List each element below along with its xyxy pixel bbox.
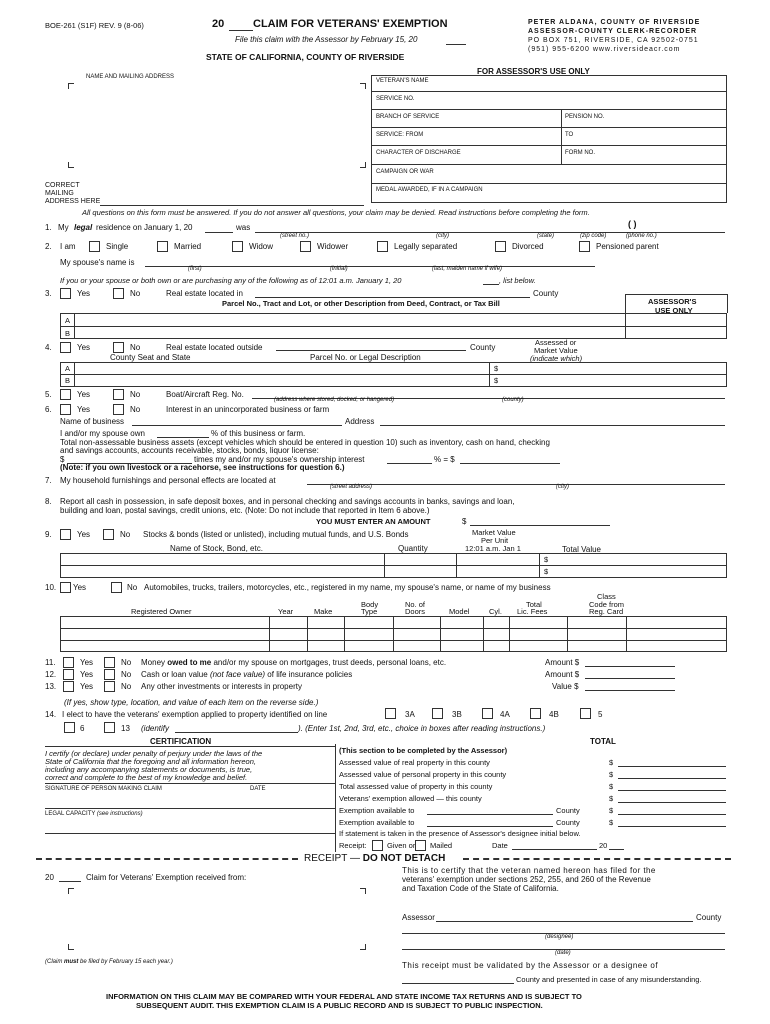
q14-enter: ). (Enter 1st, 2nd, 3rd, etc., choice in boxes after reading instructions.) [298,724,546,733]
q4-text: Real estate located outside [166,343,263,352]
q14-5-label: 5 [598,710,603,719]
q14-4b-box[interactable] [530,708,541,719]
assessor-use-heading: FOR ASSESSOR'S USE ONLY [477,67,590,76]
assessor-only-2: USE ONLY [655,306,693,315]
receipt-corner-tr [360,888,366,894]
cert-date-label: DATE [250,786,266,792]
q1-phone-paren: ( ) [628,219,637,229]
q4-yes-label: Yes [77,343,91,352]
service-to-field: TO [565,132,574,138]
certification-heading: CERTIFICATION [150,737,212,746]
cert-text-3: including any accompanying statements or documents, is true, [45,765,253,774]
receipt-cert-3: and Taxation Code of the State of California. [402,884,559,893]
q1-residence: residence on January 1, 20 [96,223,193,232]
q14-text: I elect to have the veterans' exemption applied to property identified on line [62,710,328,719]
q3-no-label: No [130,289,141,298]
business-address-line[interactable] [380,425,725,426]
parcel-header: Parcel No., Tract and Lot, or other Description from Deed, Contract, or Tax Bill [222,299,500,308]
q5-number: 5. [45,390,52,399]
col-model: Model [449,607,470,616]
service-from-field: SERVICE: FROM [376,132,424,138]
service-no-field: SERVICE NO. [376,96,415,102]
q14-6-box[interactable] [64,722,75,733]
q13-yes-label: Yes [80,682,94,691]
q13-text: Any other investments or interests in property [141,682,302,691]
q12-yes-label: Yes [80,670,94,679]
cert-text-1: I certify (or declare) under penalty of perjury under the laws of the [45,749,263,758]
q12-amount-line[interactable] [585,678,675,679]
col-owner: Registered Owner [131,607,192,616]
pensioned-parent-checkbox[interactable] [579,241,590,252]
col-doors-2: Doors [405,607,426,616]
single-label: Single [106,242,129,251]
q13-no-checkbox[interactable] [104,681,115,692]
q11-yes-label: Yes [80,658,94,667]
q6-yes-checkbox[interactable] [60,404,71,415]
business-address-label: Address [345,417,375,426]
col-body-2: Type [361,607,378,616]
q11-number: 11. [45,658,56,667]
q13-note: (If yes, show type, location, and value of each item on the reverse side.) [64,698,319,707]
receipt-heading: RECEIPT — DO NOT DETACH [304,853,446,864]
q5-sub-county: (county) [502,397,524,403]
q2-number: 2. [45,242,52,251]
q5-no-checkbox[interactable] [113,389,124,400]
q4-row-a: A [65,364,71,373]
q4-county-label: County [470,343,496,352]
exemption-available-1: Exemption available to [339,806,415,815]
state-county: STATE OF CALIFORNIA, COUNTY OF RIVERSIDE [206,52,405,62]
receipt-designee: (designee) [545,934,574,940]
q4-county-line[interactable] [276,350,466,351]
receipt-corner-br [360,944,366,950]
assessor-only-1: ASSESSOR'S [648,297,697,306]
name-address-label: NAME AND MAILING ADDRESS [86,74,175,80]
q9-dollar-2: $ [544,567,549,576]
q1-sub-city: (city) [436,233,449,239]
q4-assessed-3: (indicate which) [530,354,583,363]
q12-yes-checkbox[interactable] [63,669,74,680]
savings-line: and savings accounts, accounts receivable, stocks, bonds, liquor license: [60,446,319,455]
office-address: PO BOX 751, RIVERSIDE, CA 92502-0751 [528,37,699,44]
mailed-checkbox[interactable] [415,840,426,851]
q3-county-line[interactable] [255,297,530,298]
receipt-left-20: 20 [45,873,54,882]
q3-yes-checkbox[interactable] [60,288,71,299]
q3-no-checkbox[interactable] [113,288,124,299]
q12-number: 12. [45,670,57,679]
q11-yes-checkbox[interactable] [63,657,74,668]
receipt-county: County [696,913,722,922]
q11-amount-line[interactable] [585,666,675,667]
spouse-sub-initial: (initial) [330,266,348,272]
correct-label-2: MAILING [45,190,74,197]
receipt-corner-tl [68,888,74,894]
interest-percent-line[interactable] [387,463,432,464]
market-value-3: 12:01 a.m. Jan 1 [465,544,521,553]
quantity-col: Quantity [398,544,428,553]
separated-checkbox[interactable] [377,241,388,252]
q12-text: Cash or loan value (not face value) of life insurance policies [141,670,353,679]
q1-sub-state: (state) [537,233,555,239]
q14-13-label: 13 [121,724,130,733]
q4-assessed-2: Market Value [534,346,578,355]
q5-sub-address: (address where stored, docked, or hangered) [274,397,395,403]
exemption-allowed: Veterans' exemption allowed — this county [339,794,482,803]
q1-sub-phone: (phone no.) [626,233,657,239]
q7-sub-city: (city) [556,484,569,490]
q4-assessed-1: Assessed or [535,338,577,347]
purchasing-text: If you or your spouse or both own or are purchasing any of the following as of 12:01 a.m. January 1, 20 [60,276,402,285]
instructions: All questions on this form must be answered. If you do not answer all questions, your claim may be denied. Read instructions before completing the form. [82,208,590,217]
q14-13-box[interactable] [104,722,115,733]
q12-no-checkbox[interactable] [104,669,115,680]
q13-value: Value $ [552,682,579,691]
q14-3b-box[interactable] [432,708,443,719]
business-name-label: Name of business [60,417,125,426]
file-by-text: File this claim with the Assessor by February 15, 20 [235,35,418,44]
q14-3a-box[interactable] [385,708,396,719]
file-by-year-line[interactable] [446,44,466,45]
exemption-county-line-1[interactable] [427,814,553,815]
q3-number: 3. [45,289,52,298]
q1-number: 1. [45,223,52,232]
q12-no-label: No [121,670,132,679]
married-checkbox[interactable] [157,241,168,252]
q14-5-box[interactable] [580,708,591,719]
col-fees-2: Lic. Fees [517,607,548,616]
q14-6-label: 6 [80,724,85,733]
q8-dollar: $ [462,517,467,526]
q1-legal: legal [74,223,93,232]
q5-yes-checkbox[interactable] [60,389,71,400]
address-corner-br [360,162,366,168]
form-id: BOE-261 (S1F) REV. 9 (8-06) [45,21,144,30]
total-dollar-1: $ [609,758,614,767]
receipt-county-line[interactable] [402,983,514,984]
q13-number: 13. [45,682,57,691]
receipt-twenty: 20 [599,841,608,850]
q14-number: 14. [45,710,57,719]
cert-text-2: State of California that the foregoing and all information hereon, [45,757,256,766]
q4-dollar-a: $ [494,364,499,373]
q10-text: Automobiles, trucks, trailers, motorcycles, etc., registered in my name, my spouse's name, or name of my business [144,583,551,592]
divorced-checkbox[interactable] [495,241,506,252]
total-heading: TOTAL [590,737,616,746]
q10-yes-checkbox[interactable] [60,582,71,593]
receipt-cert-2: veterans' exemption under sections 252, 255, and 260 of the Revenue [402,875,651,884]
market-value-2: Per Unit [481,536,509,545]
spouse-sub-last: (last, maiden name if wife) [432,266,503,272]
q6-no-checkbox[interactable] [113,404,124,415]
q13-no-label: No [121,682,132,691]
footer-line-2: SUBSEQUENT AUDIT. THIS EXEMPTION CLAIM IS A PUBLIC RECORD AND IS SUBJECT TO PUBLIC INSPECTION. [136,1001,543,1010]
q3-row-a: A [65,316,71,325]
q6-text: Interest in an unincorporated business or farm [166,405,330,414]
single-checkbox[interactable] [89,241,100,252]
widow-checkbox[interactable] [232,241,243,252]
spouse-sub-first: (first) [188,266,202,272]
own-text-a: I and/or my spouse own [60,429,145,438]
year-line[interactable] [229,30,253,31]
exemption-available-2: Exemption available to [339,818,415,827]
q7-sub-street: (street address) [330,484,373,490]
correct-label-1: CORRECT [45,182,80,189]
q4-no-label: No [130,343,141,352]
q4-no-checkbox[interactable] [113,342,124,353]
q1-was: was [236,223,251,232]
times-equals: % = $ [434,455,455,464]
receipt-date-label: Date [492,841,508,850]
q10-number: 10. [45,583,57,592]
legal-capacity-line[interactable] [45,833,335,834]
q8-line-2: building and loan, postal savings, credit unions, etc. (Note: Do not include that reported in Item 6 above.) [60,506,430,515]
divorced-label: Divorced [512,242,544,251]
interest-result-line[interactable] [460,463,560,464]
spouse-name-line[interactable] [145,266,595,267]
col-class-1: Class [597,592,616,601]
office-title: ASSESSOR-COUNTY CLERK-RECORDER [528,28,698,35]
q4-number: 4. [45,343,52,352]
q5-no-label: No [130,390,141,399]
livestock-note: (Note: if you own livestock or a racehorse, see instructions for question 6.) [60,463,345,472]
year-prefix: 20 [212,18,225,30]
col-doors-1: No. of [405,600,426,609]
q11-text: Money owed to me and/or my spouse on mortgages, trust deeds, personal loans, etc. [141,658,447,667]
address-corner-tl [68,83,74,89]
claim-filed-note: (Claim must be filed by February 15 each year.) [45,959,173,965]
q7-number: 7. [45,476,52,485]
q9-yes-label: Yes [77,530,91,539]
market-value-1: Market Value [472,528,516,537]
col-year: Year [278,607,294,616]
q11-no-checkbox[interactable] [104,657,115,668]
pension-no-field: PENSION NO. [565,114,605,120]
widow-label: Widow [249,242,274,251]
office-name: PETER ALDANA, COUNTY OF RIVERSIDE [528,19,701,26]
q14-3b-label: 3B [452,710,462,719]
q11-no-label: No [121,658,132,667]
assessor-section-heading: (This section to be completed by the Assessor) [339,746,508,755]
total-value-col: Total Value [562,545,601,554]
q9-dollar-1: $ [544,555,549,564]
form-no-field: FORM NO. [565,150,595,156]
q14-identify-line[interactable] [175,732,298,733]
q8-line-1: Report all cash in possession, in safe deposit boxes, and in personal checking and savings accounts in banks, savings and loan, [60,497,515,506]
signature-line[interactable] [45,808,335,809]
q9-yes-checkbox[interactable] [60,529,71,540]
q10-no-label: No [127,583,138,592]
col-class-2: Code from [589,600,625,609]
address-corner-tr [360,83,366,89]
veterans-name-field: VETERAN'S NAME [376,78,429,84]
q6-number: 6. [45,405,52,414]
q6-no-label: No [130,405,141,414]
exemption-county-2: County [556,818,580,827]
q10-no-checkbox[interactable] [111,582,122,593]
q5-text: Boat/Aircraft Reg. No. [166,390,244,399]
q14-4a-box[interactable] [482,708,493,719]
given-checkbox[interactable] [372,840,383,851]
assessed-real: Assessed value of real property in this county [339,758,490,767]
q14-4b-label: 4B [549,710,559,719]
purchasing-year-line[interactable] [483,284,499,285]
separated-label: Legally separated [394,242,458,251]
col-cyl: Cyl. [489,607,502,616]
signature-label: SIGNATURE OF PERSON MAKING CLAIM [45,786,162,792]
total-dollar-6: $ [609,818,614,827]
widower-checkbox[interactable] [300,241,311,252]
q14-4a-label: 4A [500,710,510,719]
col-class-3: Reg. Card [589,607,624,616]
q12-amount: Amount $ [545,670,580,679]
assessed-personal: Assessed value of personal property in this county [339,770,507,779]
given-label: Given or [387,841,416,850]
receipt-corner-bl [68,944,74,950]
q11-amount: Amount $ [545,658,580,667]
q9-no-label: No [120,530,131,539]
q1-sub-street: (street no.) [280,233,310,239]
tear-line-right [463,858,731,860]
exemption-county-1: County [556,806,580,815]
q3-yes-label: Yes [77,289,91,298]
correct-address-line[interactable] [100,205,364,206]
q13-value-line[interactable] [585,690,675,691]
mailed-label: Mailed [430,841,453,850]
campaign-field: CAMPAIGN OR WAR [376,169,434,175]
receipt-label: Receipt: [339,841,367,850]
discharge-field: CHARACTER OF DISCHARGE [376,150,461,156]
total-dollar-4: $ [609,794,614,803]
q2-iam: I am [60,242,76,251]
cert-text-4: correct and complete to the best of my knowledge and belief. [45,773,248,782]
form-title: CLAIM FOR VETERANS' EXEMPTION [253,18,448,30]
times-text: times my and/or my spouse's ownership interest [194,455,365,464]
total-dollar-3: $ [609,782,614,791]
must-enter-amount: YOU MUST ENTER AN AMOUNT [316,517,431,526]
q5-yes-label: Yes [77,390,91,399]
q4-seat-label: County Seat and State [110,353,191,362]
widower-label: Widower [317,242,349,251]
assessed-total: Total assessed value of property in this county [339,782,493,791]
medal-field: MEDAL AWARDED, IF IN A CAMPAIGN [376,187,483,193]
receipt-received-from: Claim for Veterans' Exemption received from: [86,873,247,882]
q13-yes-checkbox[interactable] [63,681,74,692]
receipt-presented: County and presented in case of any misunderstanding. [516,975,702,984]
list-below: , list below. [499,276,536,285]
q1-year-line[interactable] [205,232,233,233]
q3-county-label: County [533,289,559,298]
q3-row-b: B [65,329,71,338]
q4-parcel-label: Parcel No. or Legal Description [310,353,421,362]
receipt-cert-1: This is to certify that the veteran named hereon has filed for the [402,866,656,875]
q4-row-b: B [65,376,71,385]
col-fees-1: Total [526,600,542,609]
spouse-label: My spouse's name is [60,258,135,267]
q8-number: 8. [45,497,52,506]
stock-name-col: Name of Stock, Bond, etc. [170,544,263,553]
total-dollar-2: $ [609,770,614,779]
address-corner-bl [68,162,74,168]
tear-line-left [36,858,298,860]
col-make: Make [314,607,333,616]
receipt-assessor: Assessor [402,913,435,922]
q10-yes-label: Yes [73,583,87,592]
times-dollar: $ [60,455,65,464]
q14-3a-label: 3A [405,710,415,719]
legal-capacity: LEGAL CAPACITY (see instructions) [45,811,143,817]
q6-yes-label: Yes [77,405,91,414]
q1-sub-zip: (zip code) [580,233,607,239]
exemption-county-line-2[interactable] [427,826,553,827]
q1-my: My [58,223,69,232]
q9-text: Stocks & bonds (listed or unlisted), including mutual funds, and U.S. Bonds [143,530,409,539]
q9-number: 9. [45,530,52,539]
total-dollar-5: $ [609,806,614,815]
q8-amount-line[interactable] [470,525,610,526]
q14-identify: (identify [141,724,170,733]
receipt-assessor-line[interactable] [436,921,693,922]
own-text-b: % of this business or farm. [211,429,306,438]
footer-line-1: INFORMATION ON THIS CLAIM MAY BE COMPARED WITH YOUR FEDERAL AND STATE INCOME TAX RETURNS AND IS SUBJECT TO [106,992,582,1001]
married-label: Married [174,242,202,251]
total-assets-line: Total non-assessable business assets (except vehicles which should be entered in question 10) such as inventory, cash on hand, checking [60,438,550,447]
q9-no-checkbox[interactable] [103,529,114,540]
designee-text: If statement is taken in the presence of Assessor's designee initial below. [339,829,581,838]
receipt-date: (date) [555,950,571,956]
q3-text: Real estate located in [166,289,243,298]
col-body-1: Body [361,600,379,609]
branch-field: BRANCH OF SERVICE [376,114,440,120]
q4-yes-checkbox[interactable] [60,342,71,353]
pensioned-parent-label: Pensioned parent [596,242,659,251]
q4-dollar-b: $ [494,376,499,385]
business-name-line[interactable] [132,425,342,426]
correct-label-3: ADDRESS HERE [45,198,101,205]
receipt-date-line[interactable] [512,849,597,850]
q7-text: My household furnishings and personal effects are located at [60,476,276,485]
office-phone: (951) 955-6200 www.riversideacr.com [528,46,681,53]
receipt-validated: This receipt must be validated by the Assessor or a designee of [402,961,659,970]
